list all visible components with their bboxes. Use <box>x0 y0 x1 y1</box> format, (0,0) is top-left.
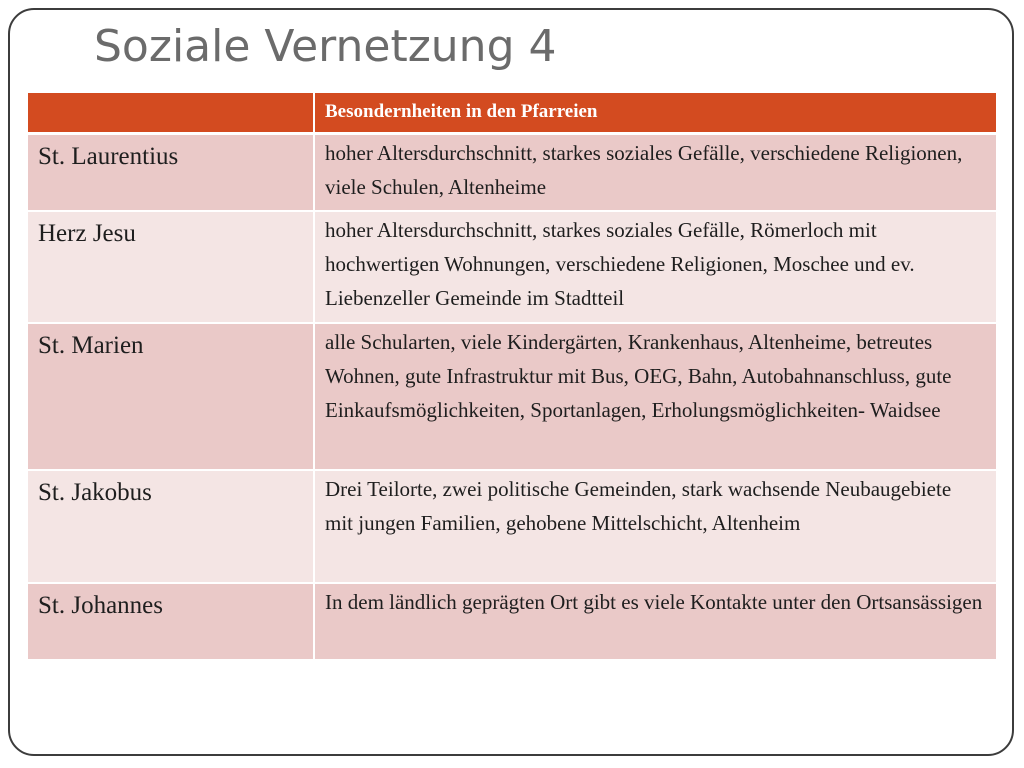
parish-details-cell: alle Schularten, viele Kindergärten, Krankenhaus, Altenheime, betreutes Wohnen, gute Infrastruktur mit Bus, OEG, Bahn, Autobahnanschluss, gute Einkaufsmöglichkeiten, Sportanlagen, Erholungsmöglichkeiten- Waidsee <box>314 323 996 470</box>
parish-name-cell: St. Jakobus <box>28 470 314 583</box>
table-row <box>28 211 996 323</box>
slide-title: Soziale Vernetzung 4 <box>94 21 557 72</box>
header-cell-empty <box>28 93 314 133</box>
parish-name-cell: St. Johannes <box>28 583 314 660</box>
parish-name-cell: Herz Jesu <box>28 211 314 323</box>
table-row <box>28 470 996 583</box>
parish-table <box>28 93 996 661</box>
parish-details-cell: hoher Altersdurchschnitt, starkes soziales Gefälle, Römerloch mit hochwertigen Wohnungen, verschiedene Religionen, Moschee und ev. Liebenzeller Gemeinde im Stadtteil <box>314 211 996 323</box>
parish-details-cell: hoher Altersdurchschnitt, starkes soziales Gefälle, verschiedene Religionen, viele Schulen, Altenheime <box>314 133 996 211</box>
table-header-row <box>28 93 996 133</box>
table-row <box>28 133 996 211</box>
parish-details-cell: Drei Teilorte, zwei politische Gemeinden, stark wachsende Neubaugebiete mit jungen Familien, gehobene Mittelschicht, Altenheim <box>314 470 996 583</box>
parish-name-cell: St. Laurentius <box>28 133 314 211</box>
table-row <box>28 323 996 470</box>
parish-name-cell: St. Marien <box>28 323 314 470</box>
header-cell-details: Besondernheiten in den Pfarreien <box>314 93 996 133</box>
parish-details-cell: In dem ländlich geprägten Ort gibt es viele Kontakte unter den Ortsansässigen <box>314 583 996 660</box>
table-row <box>28 583 996 660</box>
